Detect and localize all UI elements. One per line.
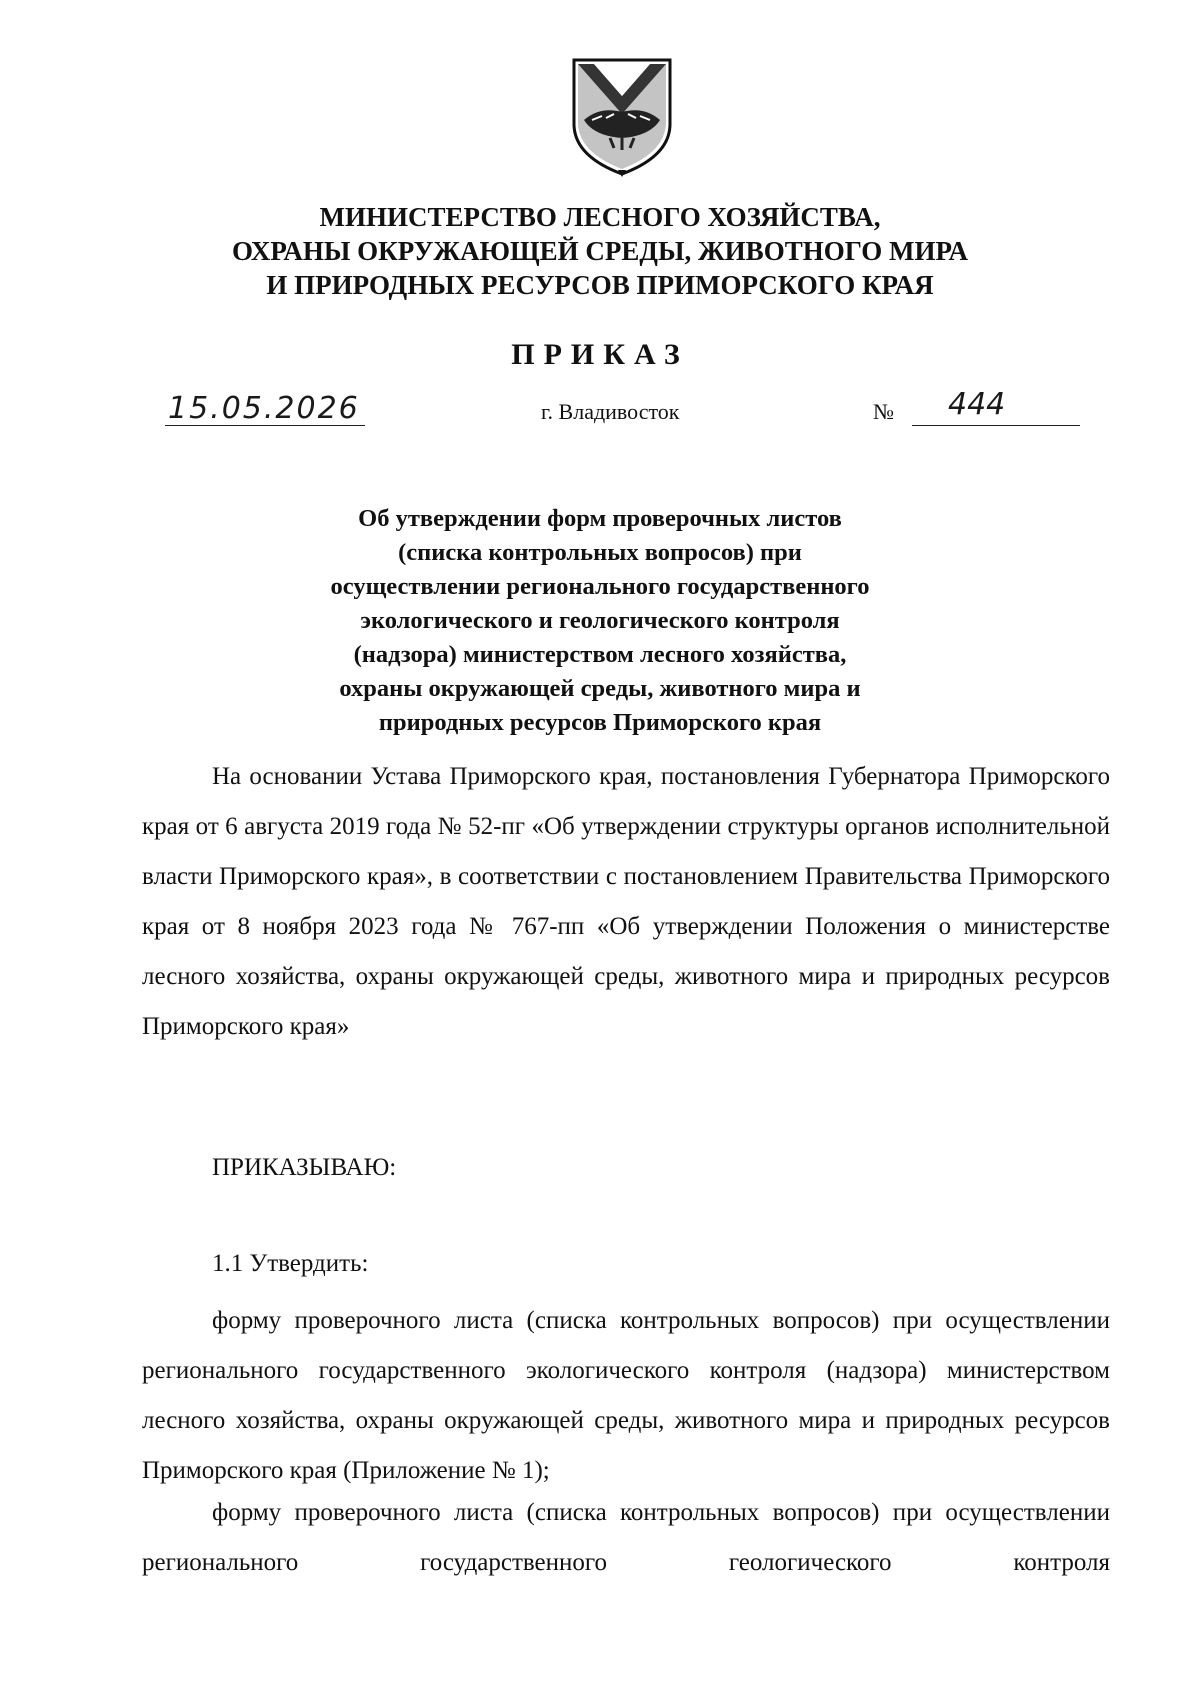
handwritten-date: 15.05.2026 (168, 391, 360, 426)
form-2-section (142, 1488, 1110, 1588)
form-1-section (142, 1296, 1110, 1496)
orders-heading: ПРИКАЗЫВАЮ: (212, 1154, 397, 1181)
item-1-1: 1.1 Утвердить: (212, 1250, 369, 1277)
subject-line: экологического и геологического контроля (360, 607, 840, 634)
subject-line: Об утверждении форм проверочных листов (358, 505, 842, 532)
number-underline (912, 425, 1080, 426)
coat-of-arms-icon (570, 56, 674, 178)
subject-line: природных ресурсов Приморского края (378, 709, 822, 736)
subject-line: (надзора) министерством лесного хозяйства, (353, 641, 847, 668)
preamble-paragraph: На основании Устава Приморского края, постановления Губернатора Приморского края от 6 августа 2019 года № 52-пг «Об утверждении структуры органов исполнительной власти Приморского края», в соответствии с постановлением Правительства Приморского края от 8 ноября 2023 года № 767-пп «Об утверждении Положения о министерстве лесного хозяйства, охраны окружающей среды, животного мира и природных ресурсов Приморского края» (142, 763, 1110, 1040)
subject-line: охраны окружающей среды, животного мира и (339, 675, 861, 702)
ministry-line: И ПРИРОДНЫХ РЕСУРСОВ ПРИМОРСКОГО КРАЯ (266, 270, 934, 300)
subject-line: (списка контрольных вопросов) при (398, 539, 802, 566)
preamble-section (142, 752, 1110, 1052)
ministry-line: ОХРАНЫ ОКРУЖАЮЩЕЙ СРЕДЫ, ЖИВОТНОГО МИРА (231, 236, 968, 266)
order-subject (240, 502, 960, 740)
order-meta-row (0, 387, 1200, 435)
city-label: г. Владивосток (541, 399, 680, 424)
subject-line: осуществлении регионального государственного (330, 573, 870, 600)
handwritten-number: 444 (948, 387, 1006, 422)
ministry-line: МИНИСТЕРСТВО ЛЕСНОГО ХОЗЯЙСТВА, (319, 202, 881, 232)
document-type-title: ПРИКАЗ (511, 338, 689, 371)
form-1-paragraph: форму проверочного листа (списка контрольных вопросов) при осуществлении регионального государственного экологического контроля (надзора) министерством лесного хозяйства, охраны окружающей среды, животного мира и природных ресурсов Приморского края (Приложение № 1); (142, 1307, 1110, 1484)
number-sign: № (873, 399, 894, 424)
ministry-name (150, 200, 1050, 302)
form-2-paragraph: форму проверочного листа (списка контрольных вопросов) при осуществлении регионального государственного геологического контроля (142, 1499, 1110, 1576)
date-underline (165, 425, 365, 426)
